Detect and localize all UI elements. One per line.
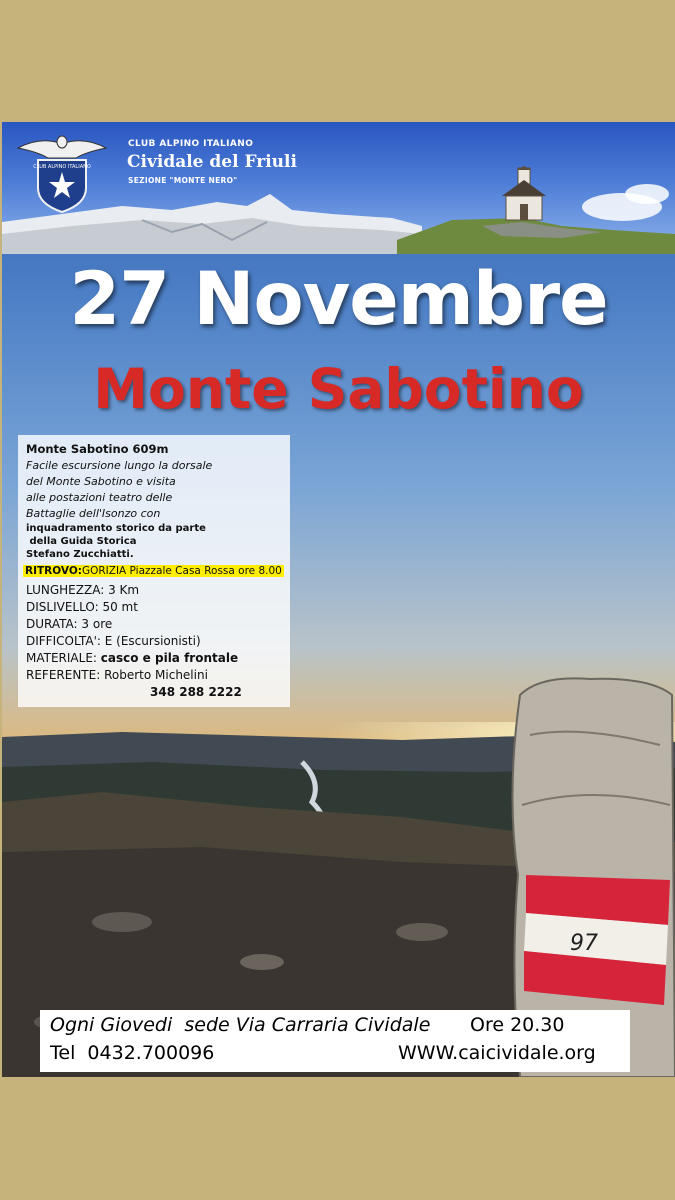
info-meeting-point <box>23 565 284 577</box>
info-difficulty <box>26 634 201 648</box>
footer-box <box>40 1010 630 1072</box>
info-guide-line: Stefano Zucchiatti. <box>26 549 134 560</box>
footer-contact-line <box>50 1042 596 1064</box>
info-description-line: del Monte Sabotino e visita <box>26 475 176 488</box>
material-label: MATERIALE: <box>26 651 97 665</box>
footer-meeting: Ogni Giovedi sede Via Carraria Cividale <box>50 1014 431 1036</box>
info-description-line: Battaglie dell'Isonzo con <box>26 507 161 520</box>
svg-text:CLUB ALPINO ITALIANO: CLUB ALPINO ITALIANO <box>33 164 91 170</box>
material-value: casco e pila frontale <box>100 651 239 665</box>
event-date: 27 Novembre <box>69 257 608 342</box>
footer-meeting-line <box>50 1014 565 1036</box>
contact-label: REFERENTE: <box>26 668 101 682</box>
length-label: LUNGHEZZA: <box>26 583 105 597</box>
info-phone: 348 288 2222 <box>150 685 242 699</box>
info-elevation <box>26 600 138 614</box>
info-material <box>26 651 238 665</box>
duration-value: 3 ore <box>81 617 113 631</box>
duration-label: DURATA: <box>26 617 78 631</box>
info-length <box>26 583 139 597</box>
event-place: Monte Sabotino <box>93 357 584 421</box>
trail-number: 97 <box>570 931 598 956</box>
info-duration <box>26 617 112 631</box>
elevation-value: 50 mt <box>102 600 138 614</box>
cai-emblem-icon <box>16 130 108 215</box>
info-description-line: alle postazioni teatro delle <box>26 491 173 504</box>
poster-header <box>2 122 675 254</box>
info-description-line: Facile escursione lungo la dorsale <box>26 459 213 472</box>
club-section: SEZIONE "MONTE NERO" <box>128 176 238 185</box>
footer-time: Ore 20.30 <box>470 1014 565 1036</box>
contact-value: Roberto Michelini <box>104 668 208 682</box>
difficulty-value: E (Escursionisti) <box>104 634 201 648</box>
footer-website-link[interactable]: WWW.caicividale.org <box>398 1042 596 1064</box>
info-heading: Monte Sabotino 609m <box>26 442 169 456</box>
info-guide-line: della Guida Storica <box>26 536 137 547</box>
info-guide-line: inquadramento storico da parte <box>26 523 206 534</box>
club-name: CLUB ALPINO ITALIANO <box>128 139 254 149</box>
length-value: 3 Km <box>108 583 140 597</box>
meeting-label: RITROVO: <box>25 565 82 577</box>
event-poster <box>2 122 675 1077</box>
meeting-value: GORIZIA Piazzale Casa Rossa ore 8.00 <box>81 565 282 577</box>
info-panel <box>18 435 290 707</box>
chapel-icon <box>498 166 550 224</box>
info-contact <box>26 668 208 682</box>
footer-phone: Tel 0432.700096 <box>50 1042 215 1064</box>
elevation-label: DISLIVELLO: <box>26 600 99 614</box>
difficulty-label: DIFFICOLTA': <box>26 634 101 648</box>
club-city: Cividale del Friuli <box>127 152 297 172</box>
